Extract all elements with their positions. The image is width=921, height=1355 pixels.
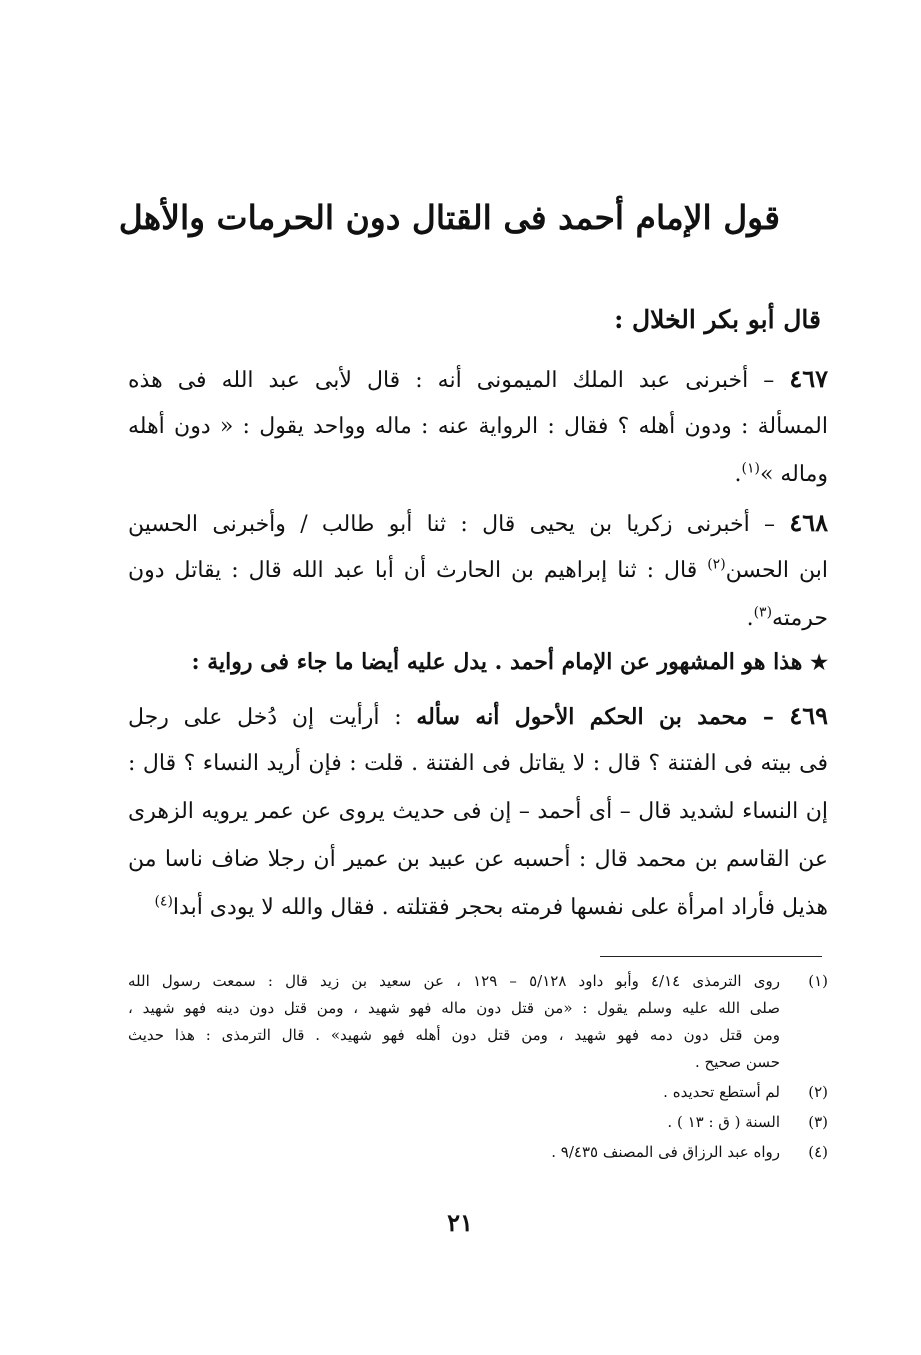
footnote-1 [128, 968, 828, 995]
footnote-text: حسن صحيح . [694, 1053, 780, 1071]
paragraph-text: هذيل فأراد امرأة على نفسها فرمته بحجر فقتلته . فقال والله لا يودى أبدا [172, 895, 828, 920]
footnote-reference: (١) [741, 460, 760, 477]
page-title: قول الإمام أحمد فى القتال دون الحرمات والأهل [118, 198, 780, 237]
paragraph-line: إن النساء لشديد قال – أى أحمد – إن فى حديث يروى عن عمر يرويه الزهرى [128, 799, 828, 824]
footnote-reference: (٢) [707, 556, 726, 573]
paragraph-468 [128, 499, 828, 643]
paragraph-line: فى بيته فى الفتنة ؟ قال : لا يقاتل فى الفتنة . قلت : فإن أريد النساء ؟ قال : [128, 751, 828, 776]
footnote-3 [128, 1109, 828, 1136]
paragraph-line [128, 884, 828, 932]
paragraph-text: وماله » [759, 462, 828, 487]
paragraph-text: – أخبرنى زكريا بن يحيى قال : ثنا أبو طالب / وأخبرنى الحسين [128, 512, 790, 537]
page-number: ٢١ [447, 1208, 473, 1237]
paragraph-text: – أخبرنى عبد الملك الميمونى أنه : قال لأبى عبد الله فى هذه [128, 368, 790, 393]
paragraph-line [128, 355, 828, 403]
paragraph-text: ابن الحسن [725, 558, 828, 583]
footnote-text: صلى الله عليه وسلم يقول : «من قتل دون ماله فهو شهيد ، ومن قتل دون دينه فهو شهيد ، [128, 999, 780, 1017]
paragraph-text: قال : ثنا إبراهيم بن الحارث أن أبا عبد الله قال : يقاتل دون [128, 558, 708, 583]
punctuation: . [746, 606, 754, 631]
footnote-1-continued [128, 1022, 828, 1049]
paragraph-text: – محمد بن الحكم الأحول أنه سأله [416, 704, 790, 730]
footnote-mark: (٣) [808, 1113, 828, 1131]
paragraph-text: : أرأيت إن دُخل على رجل [128, 705, 417, 730]
paragraph-467 [128, 355, 828, 499]
footnotes [128, 968, 828, 1166]
note-text: هذا هو المشهور عن الإمام أحمد . يدل عليه أيضا ما جاء فى رواية : [191, 649, 811, 675]
footnote-4 [128, 1139, 828, 1166]
paragraph-number: ٤٦٩ [789, 701, 828, 730]
footnote-mark: (١) [808, 972, 828, 990]
paragraph-text: حرمته [772, 606, 828, 631]
footnote-separator [600, 956, 822, 957]
paragraph-number: ٤٦٧ [789, 364, 828, 393]
footnote-text: ومن قتل دون دمه فهو شهيد ، ومن قتل دون أهله فهو شهيد» . قال الترمذى : هذا حديث [128, 1026, 780, 1044]
paragraph-line: عن القاسم بن محمد قال : أحسبه عن عبيد بن عمير أن رجلا ضاف ناسا من [128, 847, 828, 872]
footnote-mark: (٢) [808, 1083, 828, 1101]
footnote-1-continued [128, 995, 828, 1022]
footnote-text: رواه عبد الرزاق فى المصنف ٩/٤٣٥ . [551, 1143, 780, 1161]
paragraph-line [128, 595, 828, 643]
footnote-text: لم أستطع تحديده . [663, 1083, 780, 1101]
punctuation: . [734, 462, 742, 487]
footnote-text: روى الترمذى ٤/١٤ وأبو داود ٥/١٢٨ – ١٢٩ ، عن سعيد بن زيد قال : سمعت رسول الله [128, 972, 780, 990]
star-icon: ★ [810, 650, 828, 674]
footnote-2 [128, 1079, 828, 1106]
footnote-text: السنة ( ق : ١٣ ) . [667, 1113, 780, 1131]
footnote-mark: (٤) [808, 1143, 828, 1161]
paragraph-number: ٤٦٨ [789, 508, 828, 537]
paragraph-line [128, 547, 828, 595]
section-subheading: قال أبو بكر الخلال : [614, 305, 821, 334]
paragraph-line: المسألة : ودون أهله ؟ فقال : الرواية عنه : ماله وواحد يقول : « دون أهله [128, 414, 828, 439]
editor-note [128, 638, 828, 686]
paragraph-line [128, 451, 828, 499]
paragraph-line [128, 638, 828, 686]
footnote-reference: (٤) [154, 893, 173, 910]
paragraph-469 [128, 692, 828, 932]
paragraph-line [128, 499, 828, 547]
paragraph-line [128, 692, 828, 740]
footnote-reference: (٣) [753, 604, 773, 621]
footnote-1-continued [128, 1049, 828, 1076]
